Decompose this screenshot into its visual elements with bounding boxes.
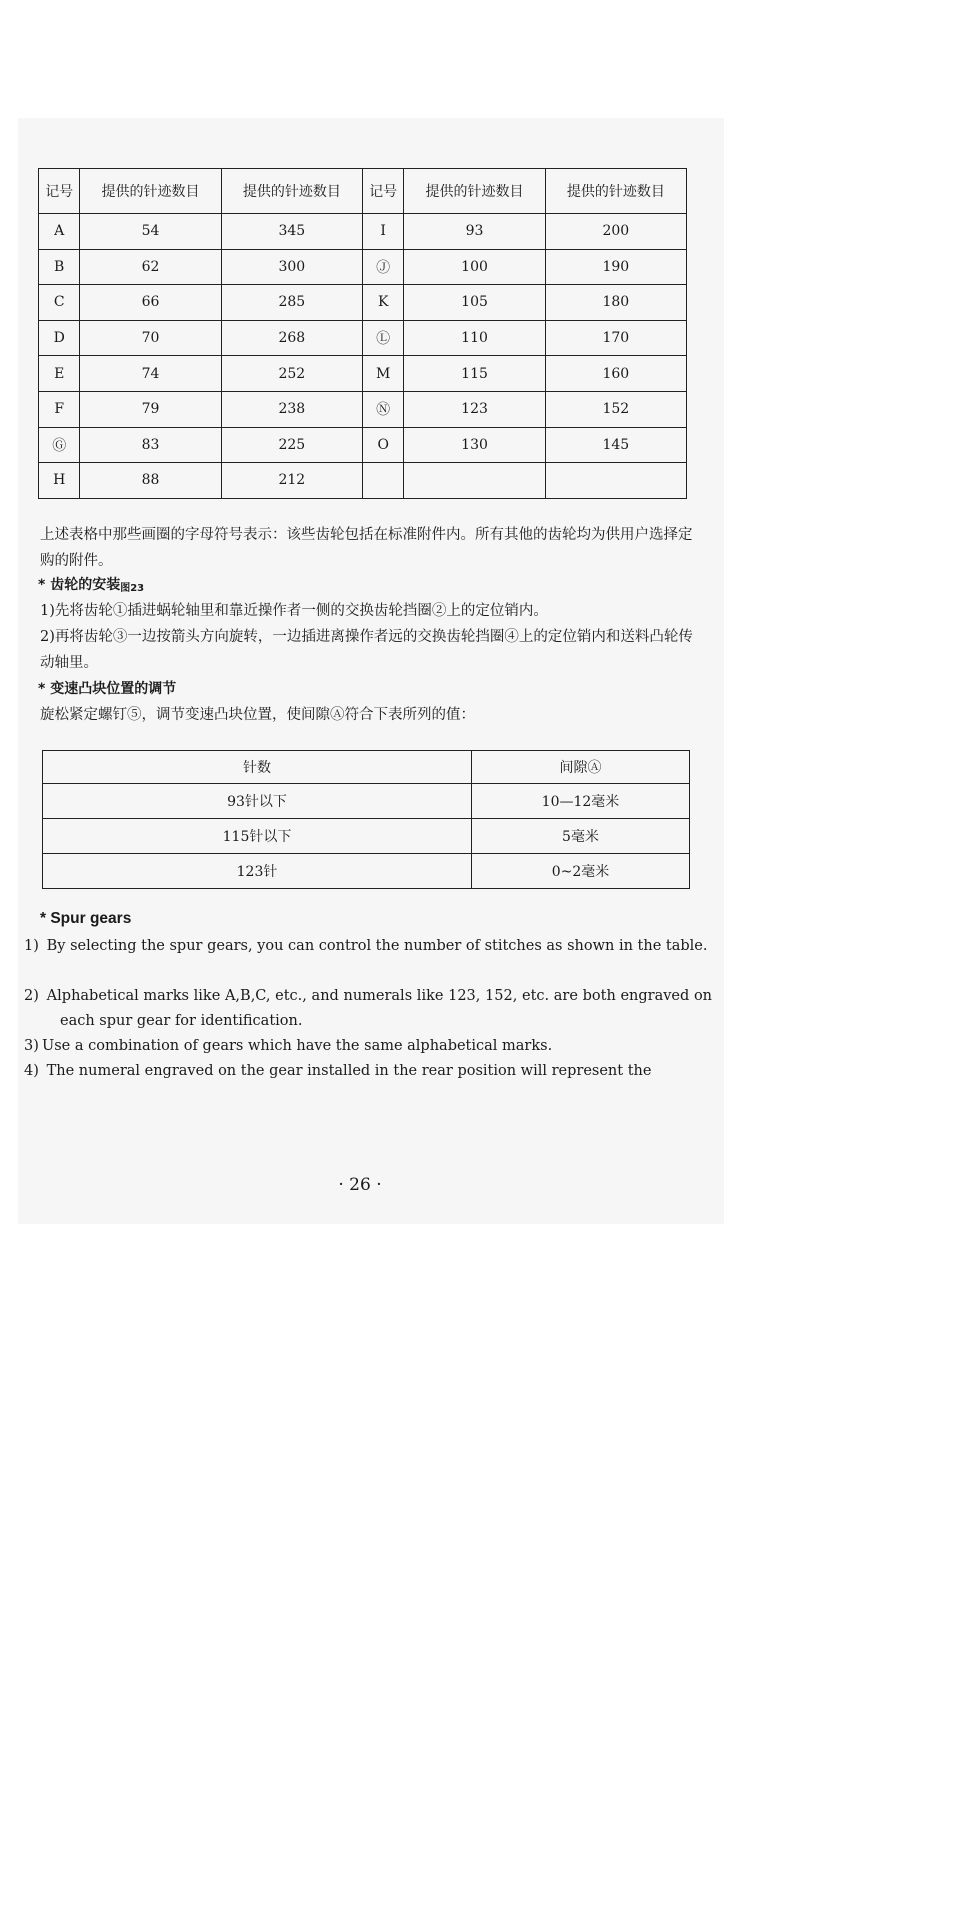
header-cell: 记号 — [39, 169, 80, 214]
table-cell: 0~2毫米 — [472, 854, 690, 889]
table-cell: 200 — [545, 214, 686, 250]
table-row — [39, 214, 687, 250]
table-cell: I — [362, 214, 403, 250]
table-header-row — [43, 751, 690, 784]
table-cell — [545, 463, 686, 499]
gear-install-step-1: 1)先将齿轮①插进蜗轮轴里和靠近操作者一侧的交换齿轮挡圈②上的定位销内。 — [40, 603, 548, 619]
cam-adjust-text: 旋松紧定螺钉⑤，调节变速凸块位置，使间隙Ⓐ符合下表所列的值： — [40, 707, 475, 723]
table-cell: 62 — [80, 249, 221, 285]
table-cell: 93针以下 — [43, 784, 472, 819]
table-cell: K — [362, 285, 403, 321]
table-cell: 100 — [404, 249, 545, 285]
table-cell: 88 — [80, 463, 221, 499]
figure-ref: 图23 — [120, 583, 145, 594]
table-cell: 115针以下 — [43, 819, 472, 854]
table-cell: E — [39, 356, 80, 392]
table-row — [39, 249, 687, 285]
spur-item-4 — [42, 1059, 712, 1084]
table-cell — [404, 463, 545, 499]
table-cell: A — [39, 214, 80, 250]
table-row — [39, 320, 687, 356]
spur-item-1 — [42, 934, 712, 959]
table-cell: B — [39, 249, 80, 285]
circled-letters-note: 上述表格中那些画圈的字母符号表示：该些齿轮包括在标准附件内。所有其他的齿轮均为供用户选择定购的附件。 — [40, 527, 693, 569]
table-row — [43, 784, 690, 819]
table-cell: 300 — [221, 249, 362, 285]
header-cell: 提供的针迹数目 — [80, 169, 221, 214]
table-cell: F — [39, 391, 80, 427]
spur-gears-heading: * Spur gears — [40, 910, 132, 927]
table-cell: Ⓛ — [362, 320, 403, 356]
table-cell: Ⓙ — [362, 249, 403, 285]
table-cell: 238 — [221, 391, 362, 427]
table-row — [43, 854, 690, 889]
header-cell: 提供的针迹数目 — [404, 169, 545, 214]
table-cell — [362, 463, 403, 499]
item-text: By selecting the spur gears, you can control the number of stitches as shown in the table. — [46, 938, 708, 954]
table-cell: 160 — [545, 356, 686, 392]
table-row — [39, 356, 687, 392]
table-cell: 212 — [221, 463, 362, 499]
table-cell: 5毫米 — [472, 819, 690, 854]
page-number: · 26 · — [338, 1175, 382, 1195]
table-cell: 105 — [404, 285, 545, 321]
item-text: Alphabetical marks like A,B,C, etc., and numerals like 123, 152, etc. are both engraved on each spur gear for identification. — [46, 988, 713, 1029]
table-cell: 79 — [80, 391, 221, 427]
table-cell: 252 — [221, 356, 362, 392]
table-cell: O — [362, 427, 403, 463]
gear-install-title: * 齿轮的安装 — [38, 577, 121, 593]
table-cell: 10—12毫米 — [472, 784, 690, 819]
table-cell: 145 — [545, 427, 686, 463]
table-cell: 180 — [545, 285, 686, 321]
table-cell: 74 — [80, 356, 221, 392]
gap-table — [42, 750, 690, 889]
header-cell: 间隙Ⓐ — [472, 751, 690, 784]
header-cell: 针数 — [43, 751, 472, 784]
item-text: Use a combination of gears which have the same alphabetical marks. — [42, 1038, 553, 1054]
spur-item-3 — [42, 1034, 712, 1059]
cam-adjust-heading: * 变速凸块位置的调节 — [38, 681, 177, 697]
table-cell: 285 — [221, 285, 362, 321]
spur-item-2 — [42, 984, 712, 1034]
table-cell: Ⓖ — [39, 427, 80, 463]
table-cell: 268 — [221, 320, 362, 356]
table-cell: M — [362, 356, 403, 392]
table-row — [39, 391, 687, 427]
gear-install-step-2: 2)再将齿轮③一边按箭头方向旋转，一边插进离操作者远的交换齿轮挡圈④上的定位销内和送料凸轮传动轴里。 — [40, 629, 693, 671]
table-cell: Ⓝ — [362, 391, 403, 427]
stitch-count-table — [38, 168, 687, 499]
table-header-row — [39, 169, 687, 214]
table-cell: 93 — [404, 214, 545, 250]
table-cell: D — [39, 320, 80, 356]
table-cell: 190 — [545, 249, 686, 285]
table-cell: 170 — [545, 320, 686, 356]
header-cell: 提供的针迹数目 — [545, 169, 686, 214]
table-row — [39, 427, 687, 463]
table-cell: 152 — [545, 391, 686, 427]
table-cell: 110 — [404, 320, 545, 356]
table-cell: 115 — [404, 356, 545, 392]
table-cell: 123针 — [43, 854, 472, 889]
table-cell: 83 — [80, 427, 221, 463]
item-text: The numeral engraved on the gear installed in the rear position will represent the — [46, 1063, 652, 1079]
table-cell: 225 — [221, 427, 362, 463]
table-cell: H — [39, 463, 80, 499]
table-cell: 130 — [404, 427, 545, 463]
table-cell: 123 — [404, 391, 545, 427]
table-cell: 66 — [80, 285, 221, 321]
table-row — [39, 285, 687, 321]
table-cell: 54 — [80, 214, 221, 250]
table-cell: 345 — [221, 214, 362, 250]
header-cell: 记号 — [362, 169, 403, 214]
header-cell: 提供的针迹数目 — [221, 169, 362, 214]
table-cell: C — [39, 285, 80, 321]
table-cell: 70 — [80, 320, 221, 356]
table-row — [39, 463, 687, 499]
table-row — [43, 819, 690, 854]
